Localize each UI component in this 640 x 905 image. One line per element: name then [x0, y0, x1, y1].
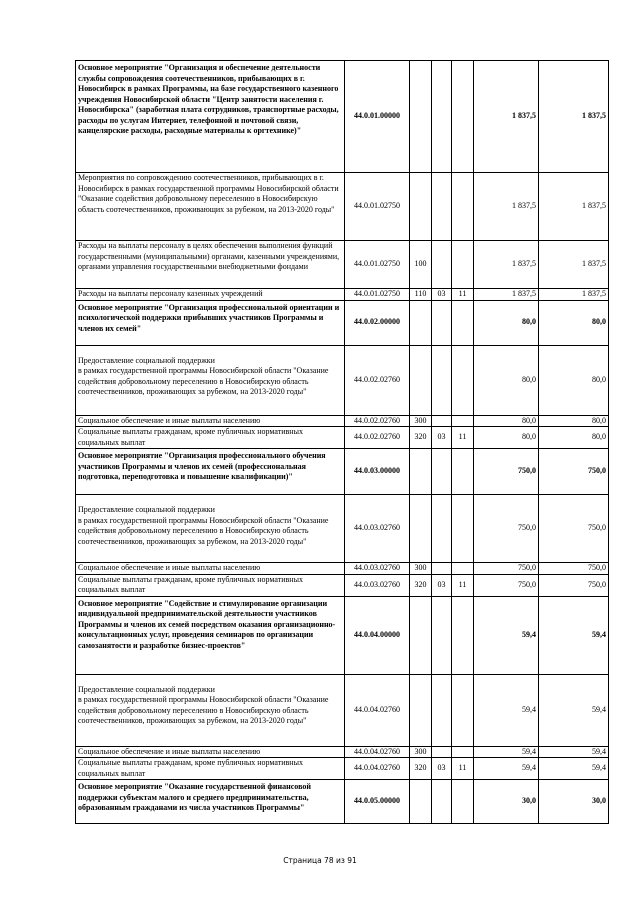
row-subsection: 11	[452, 574, 474, 596]
row-description: Социальное обеспечение и иные выплаты населению	[76, 415, 345, 427]
row-amount-year1: 750,0	[474, 495, 539, 563]
row-amount-year1: 750,0	[474, 574, 539, 596]
row-amount-year1: 59,4	[474, 596, 539, 674]
row-section: 03	[432, 427, 452, 449]
row-amount-year2: 1 837,5	[539, 61, 609, 173]
table-row	[76, 746, 609, 758]
row-target-code: 44.0.02.00000	[345, 300, 410, 345]
row-amount-year1: 750,0	[474, 449, 539, 495]
row-expense-type: 300	[410, 746, 432, 758]
row-amount-year1: 1 837,5	[474, 289, 539, 301]
row-subsection	[452, 674, 474, 746]
row-description: Расходы на выплаты персоналу казенных учреждений	[76, 289, 345, 301]
row-description: Основное мероприятие "Организация профессионального обучения участников Программы и членов их семей (профессиональная подготовка, переподготовка и повышение квалификации)"	[76, 449, 345, 495]
row-subsection	[452, 345, 474, 415]
row-amount-year2: 1 837,5	[539, 173, 609, 241]
row-section	[432, 61, 452, 173]
row-amount-year1: 59,4	[474, 746, 539, 758]
row-expense-type: 100	[410, 241, 432, 289]
row-section	[432, 596, 452, 674]
row-expense-type	[410, 300, 432, 345]
row-amount-year2: 1 837,5	[539, 241, 609, 289]
row-amount-year2: 30,0	[539, 780, 609, 824]
table-row	[76, 495, 609, 563]
row-section	[432, 780, 452, 824]
row-expense-type	[410, 780, 432, 824]
row-section	[432, 415, 452, 427]
row-expense-type	[410, 449, 432, 495]
row-subsection	[452, 495, 474, 563]
row-description: Социальные выплаты гражданам, кроме публичных нормативных социальных выплат	[76, 758, 345, 780]
row-target-code: 44.0.01.02750	[345, 173, 410, 241]
table-row	[76, 300, 609, 345]
row-target-code: 44.0.04.02760	[345, 758, 410, 780]
row-subsection	[452, 780, 474, 824]
row-amount-year2: 59,4	[539, 758, 609, 780]
row-amount-year2: 59,4	[539, 596, 609, 674]
row-description: Основное мероприятие "Организация и обеспечение деятельности службы сопровождения соотечественников, прибывающих в г. Новосибирск в рамках Программы, на базе государственного казенного учреждения Новосибирской области "Центр занятости населения г. Новосибирска" (заработная плата сотрудников, транспортные расходы, расходы по услугам Интернет, телефонной и почтовой связи, канцелярские расходы, расходные материалы к оргтехнике)"	[76, 61, 345, 173]
row-target-code: 44.0.03.02760	[345, 563, 410, 575]
table-row	[76, 289, 609, 301]
table-row	[76, 780, 609, 824]
row-amount-year2: 59,4	[539, 746, 609, 758]
row-section	[432, 300, 452, 345]
row-target-code: 44.0.03.02760	[345, 574, 410, 596]
row-subsection	[452, 563, 474, 575]
row-subsection	[452, 300, 474, 345]
row-amount-year1: 1 837,5	[474, 173, 539, 241]
row-amount-year1: 750,0	[474, 563, 539, 575]
table-row	[76, 596, 609, 674]
row-subsection	[452, 61, 474, 173]
row-subsection	[452, 449, 474, 495]
table-row	[76, 427, 609, 449]
row-description: Социальное обеспечение и иные выплаты населению	[76, 746, 345, 758]
table-row	[76, 241, 609, 289]
row-section	[432, 345, 452, 415]
row-amount-year2: 750,0	[539, 495, 609, 563]
table-row	[76, 674, 609, 746]
row-amount-year1: 30,0	[474, 780, 539, 824]
row-section	[432, 241, 452, 289]
row-subsection	[452, 596, 474, 674]
budget-table-body	[76, 61, 609, 824]
row-expense-type: 300	[410, 415, 432, 427]
row-expense-type	[410, 61, 432, 173]
row-target-code: 44.0.04.02760	[345, 674, 410, 746]
row-target-code: 44.0.02.02760	[345, 345, 410, 415]
row-description: Предоставление социальной поддержки в рамках государственной программы Новосибирской области "Оказание содействия добровольному переселению в Новосибирскую область соотечественников, проживающих за рубежом, на 2013-2020 годы"	[76, 345, 345, 415]
row-expense-type: 320	[410, 574, 432, 596]
row-section	[432, 746, 452, 758]
row-description: Основное мероприятие "Оказание государственной финансовой поддержки субъектам малого и среднего предпринимательства, образованным гражданами из числа участников Программы"	[76, 780, 345, 824]
row-description: Мероприятия по сопровождению соотечественников, прибывающих в г. Новосибирск в рамках государственной программы Новосибирской области "Оказание содействия добровольному переселению в Новосибирскую область соотечественников, проживающих за рубежом, на 2013-2020 годы"	[76, 173, 345, 241]
table-row	[76, 61, 609, 173]
table-row	[76, 173, 609, 241]
table-row	[76, 415, 609, 427]
row-section	[432, 563, 452, 575]
row-section	[432, 173, 452, 241]
row-amount-year2: 80,0	[539, 300, 609, 345]
table-row	[76, 574, 609, 596]
row-subsection: 11	[452, 427, 474, 449]
table-row	[76, 758, 609, 780]
row-subsection	[452, 415, 474, 427]
row-section	[432, 449, 452, 495]
row-subsection: 11	[452, 289, 474, 301]
row-amount-year2: 750,0	[539, 563, 609, 575]
row-expense-type: 320	[410, 758, 432, 780]
row-description: Расходы на выплаты персоналу в целях обеспечения выполнения функций государственными (муниципальными) органами, казенными учреждениями, органами управления государственными внебюджетными фондами	[76, 241, 345, 289]
row-amount-year2: 80,0	[539, 415, 609, 427]
row-section	[432, 674, 452, 746]
row-description: Предоставление социальной поддержки в рамках государственной программы Новосибирской области "Оказание содействия добровольному переселению в Новосибирскую область соотечественников, проживающих за рубежом, на 2013-2020 годы"	[76, 495, 345, 563]
row-amount-year1: 80,0	[474, 415, 539, 427]
row-subsection	[452, 173, 474, 241]
row-subsection: 11	[452, 758, 474, 780]
row-amount-year2: 80,0	[539, 427, 609, 449]
row-section	[432, 495, 452, 563]
row-amount-year1: 80,0	[474, 300, 539, 345]
row-amount-year2: 750,0	[539, 574, 609, 596]
row-target-code: 44.0.01.00000	[345, 61, 410, 173]
budget-table	[75, 60, 609, 824]
row-target-code: 44.0.04.00000	[345, 596, 410, 674]
row-description: Предоставление социальной поддержки в рамках государственной программы Новосибирской области "Оказание содействия добровольному переселению в Новосибирскую область соотечественников, проживающих за рубежом, на 2013-2020 годы"	[76, 674, 345, 746]
row-amount-year1: 1 837,5	[474, 61, 539, 173]
row-section: 03	[432, 574, 452, 596]
row-amount-year2: 80,0	[539, 345, 609, 415]
row-target-code: 44.0.01.02750	[345, 241, 410, 289]
row-expense-type: 110	[410, 289, 432, 301]
table-row	[76, 563, 609, 575]
row-expense-type	[410, 596, 432, 674]
row-target-code: 44.0.02.02760	[345, 415, 410, 427]
row-amount-year2: 59,4	[539, 674, 609, 746]
row-target-code: 44.0.04.02760	[345, 746, 410, 758]
row-target-code: 44.0.03.02760	[345, 495, 410, 563]
page-number: Страница 78 из 91	[283, 856, 357, 865]
row-section: 03	[432, 289, 452, 301]
row-target-code: 44.0.03.00000	[345, 449, 410, 495]
row-description: Социальные выплаты гражданам, кроме публичных нормативных социальных выплат	[76, 427, 345, 449]
row-target-code: 44.0.01.02750	[345, 289, 410, 301]
row-expense-type	[410, 173, 432, 241]
row-subsection	[452, 241, 474, 289]
row-target-code: 44.0.05.00000	[345, 780, 410, 824]
row-amount-year1: 80,0	[474, 427, 539, 449]
row-expense-type: 300	[410, 563, 432, 575]
row-description: Основное мероприятие "Содействие и стимулирование организации индивидуальной предпринимательской деятельности участников Программы и членов их семей посредством оказания организационно-консультационных услуг, проведения семинаров по организации самозанятости и разработке бизнес-проектов"	[76, 596, 345, 674]
row-section: 03	[432, 758, 452, 780]
row-amount-year1: 80,0	[474, 345, 539, 415]
row-target-code: 44.0.02.02760	[345, 427, 410, 449]
row-amount-year2: 1 837,5	[539, 289, 609, 301]
row-description: Социальные выплаты гражданам, кроме публичных нормативных социальных выплат	[76, 574, 345, 596]
row-expense-type	[410, 674, 432, 746]
row-expense-type: 320	[410, 427, 432, 449]
row-description: Социальное обеспечение и иные выплаты населению	[76, 563, 345, 575]
table-row	[76, 449, 609, 495]
row-subsection	[452, 746, 474, 758]
row-amount-year1: 59,4	[474, 674, 539, 746]
row-amount-year1: 59,4	[474, 758, 539, 780]
row-description: Основное мероприятие "Организация профессиональной ориентации и психологической поддержки прибывших участников Программы и членов их семей"	[76, 300, 345, 345]
table-row	[76, 345, 609, 415]
row-amount-year2: 750,0	[539, 449, 609, 495]
row-expense-type	[410, 345, 432, 415]
row-expense-type	[410, 495, 432, 563]
row-amount-year1: 1 837,5	[474, 241, 539, 289]
